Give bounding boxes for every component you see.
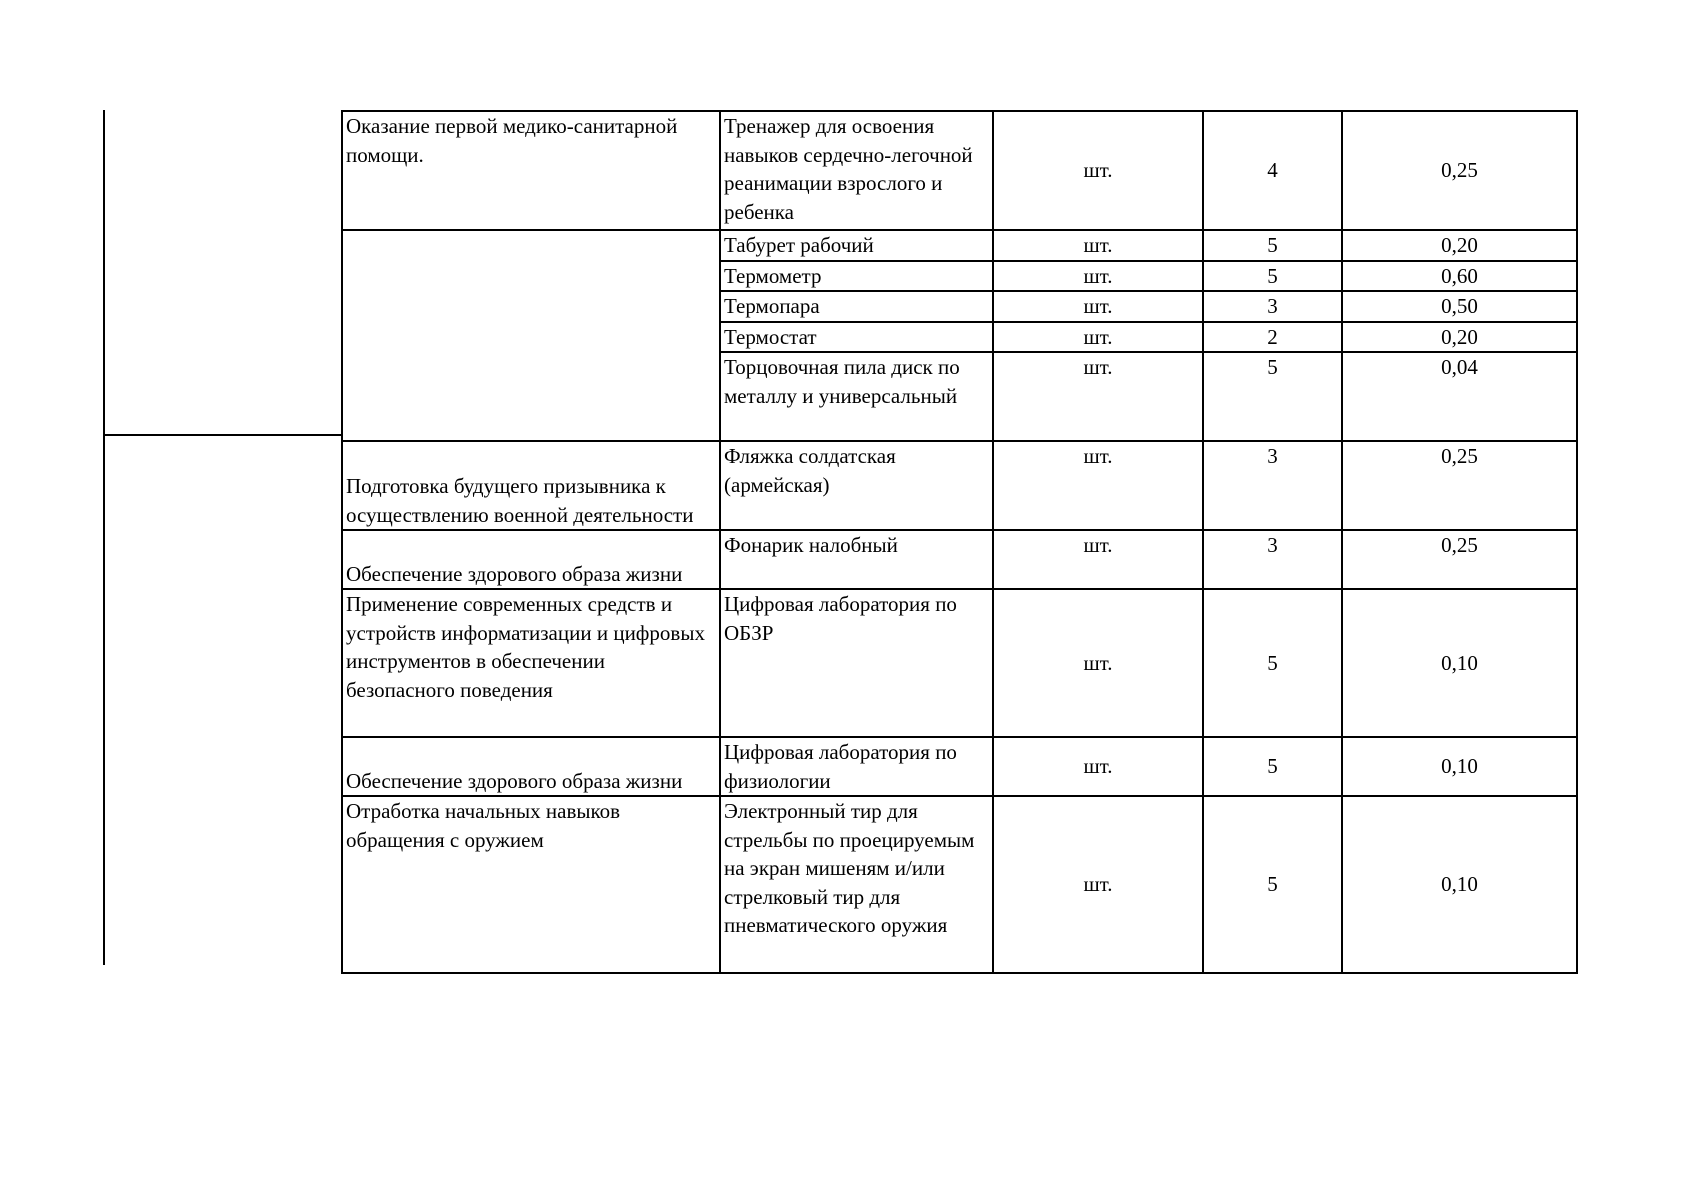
topic-cell: Отработка начальных навыков обращения с оружием <box>342 796 720 973</box>
topic-cell: Оказание первой медико-санитарной помощи. <box>342 111 720 230</box>
table-row <box>342 589 1577 737</box>
item-cell: Фляжка солдатская (армейская) <box>720 441 993 530</box>
topic-cell: Применение современных средств и устройств информатизации и цифровых инструментов в обеспечении безопасного поведения <box>342 589 720 737</box>
quantity-cell: 5 <box>1203 737 1342 796</box>
unit-cell: шт. <box>993 261 1203 292</box>
unit-cell: шт. <box>993 322 1203 353</box>
unit-cell: шт. <box>993 589 1203 737</box>
quantity-cell: 5 <box>1203 796 1342 973</box>
norm-cell: 0,04 <box>1342 352 1577 441</box>
norm-cell: 0,10 <box>1342 589 1577 737</box>
norm-cell: 0,10 <box>1342 737 1577 796</box>
table-row <box>342 230 1577 261</box>
item-cell: Термопара <box>720 291 993 322</box>
quantity-cell: 5 <box>1203 352 1342 441</box>
quantity-cell: 3 <box>1203 291 1342 322</box>
norm-cell: 0,50 <box>1342 291 1577 322</box>
item-cell: Электронный тир для стрельбы по проецируемым на экран мишеням и/или стрелковый тир для пневматического оружия <box>720 796 993 973</box>
quantity-cell: 5 <box>1203 589 1342 737</box>
unit-cell: шт. <box>993 796 1203 973</box>
item-cell: Термометр <box>720 261 993 292</box>
quantity-cell: 5 <box>1203 261 1342 292</box>
norm-cell: 0,10 <box>1342 796 1577 973</box>
table-row <box>342 111 1577 230</box>
equipment-table <box>341 110 1578 974</box>
table-row <box>342 737 1577 796</box>
item-cell: Тренажер для освоения навыков сердечно-легочной реанимации взрослого и ребенка <box>720 111 993 230</box>
quantity-cell: 4 <box>1203 111 1342 230</box>
table-row <box>342 441 1577 530</box>
norm-cell: 0,20 <box>1342 230 1577 261</box>
left-border-line <box>103 110 105 965</box>
item-cell: Торцовочная пила диск по металлу и универсальный <box>720 352 993 441</box>
unit-cell: шт. <box>993 230 1203 261</box>
item-cell: Фонарик налобный <box>720 530 993 589</box>
item-cell: Термостат <box>720 322 993 353</box>
topic-cell <box>342 230 720 441</box>
table-row <box>342 530 1577 589</box>
quantity-cell: 5 <box>1203 230 1342 261</box>
unit-cell: шт. <box>993 530 1203 589</box>
quantity-cell: 3 <box>1203 530 1342 589</box>
norm-cell: 0,60 <box>1342 261 1577 292</box>
unit-cell: шт. <box>993 111 1203 230</box>
norm-cell: 0,20 <box>1342 322 1577 353</box>
topic-cell: Подготовка будущего призывника к осуществлению военной деятельности <box>342 441 720 530</box>
table-row <box>342 796 1577 973</box>
topic-cell: Обеспечение здорового образа жизни <box>342 530 720 589</box>
unit-cell: шт. <box>993 441 1203 530</box>
item-cell: Цифровая лаборатория по физиологии <box>720 737 993 796</box>
norm-cell: 0,25 <box>1342 111 1577 230</box>
unit-cell: шт. <box>993 737 1203 796</box>
unit-cell: шт. <box>993 291 1203 322</box>
unit-cell: шт. <box>993 352 1203 441</box>
quantity-cell: 3 <box>1203 441 1342 530</box>
section-divider-line <box>103 434 343 436</box>
item-cell: Табурет рабочий <box>720 230 993 261</box>
norm-cell: 0,25 <box>1342 441 1577 530</box>
norm-cell: 0,25 <box>1342 530 1577 589</box>
quantity-cell: 2 <box>1203 322 1342 353</box>
topic-cell: Обеспечение здорового образа жизни <box>342 737 720 796</box>
item-cell: Цифровая лаборатория по ОБЗР <box>720 589 993 737</box>
